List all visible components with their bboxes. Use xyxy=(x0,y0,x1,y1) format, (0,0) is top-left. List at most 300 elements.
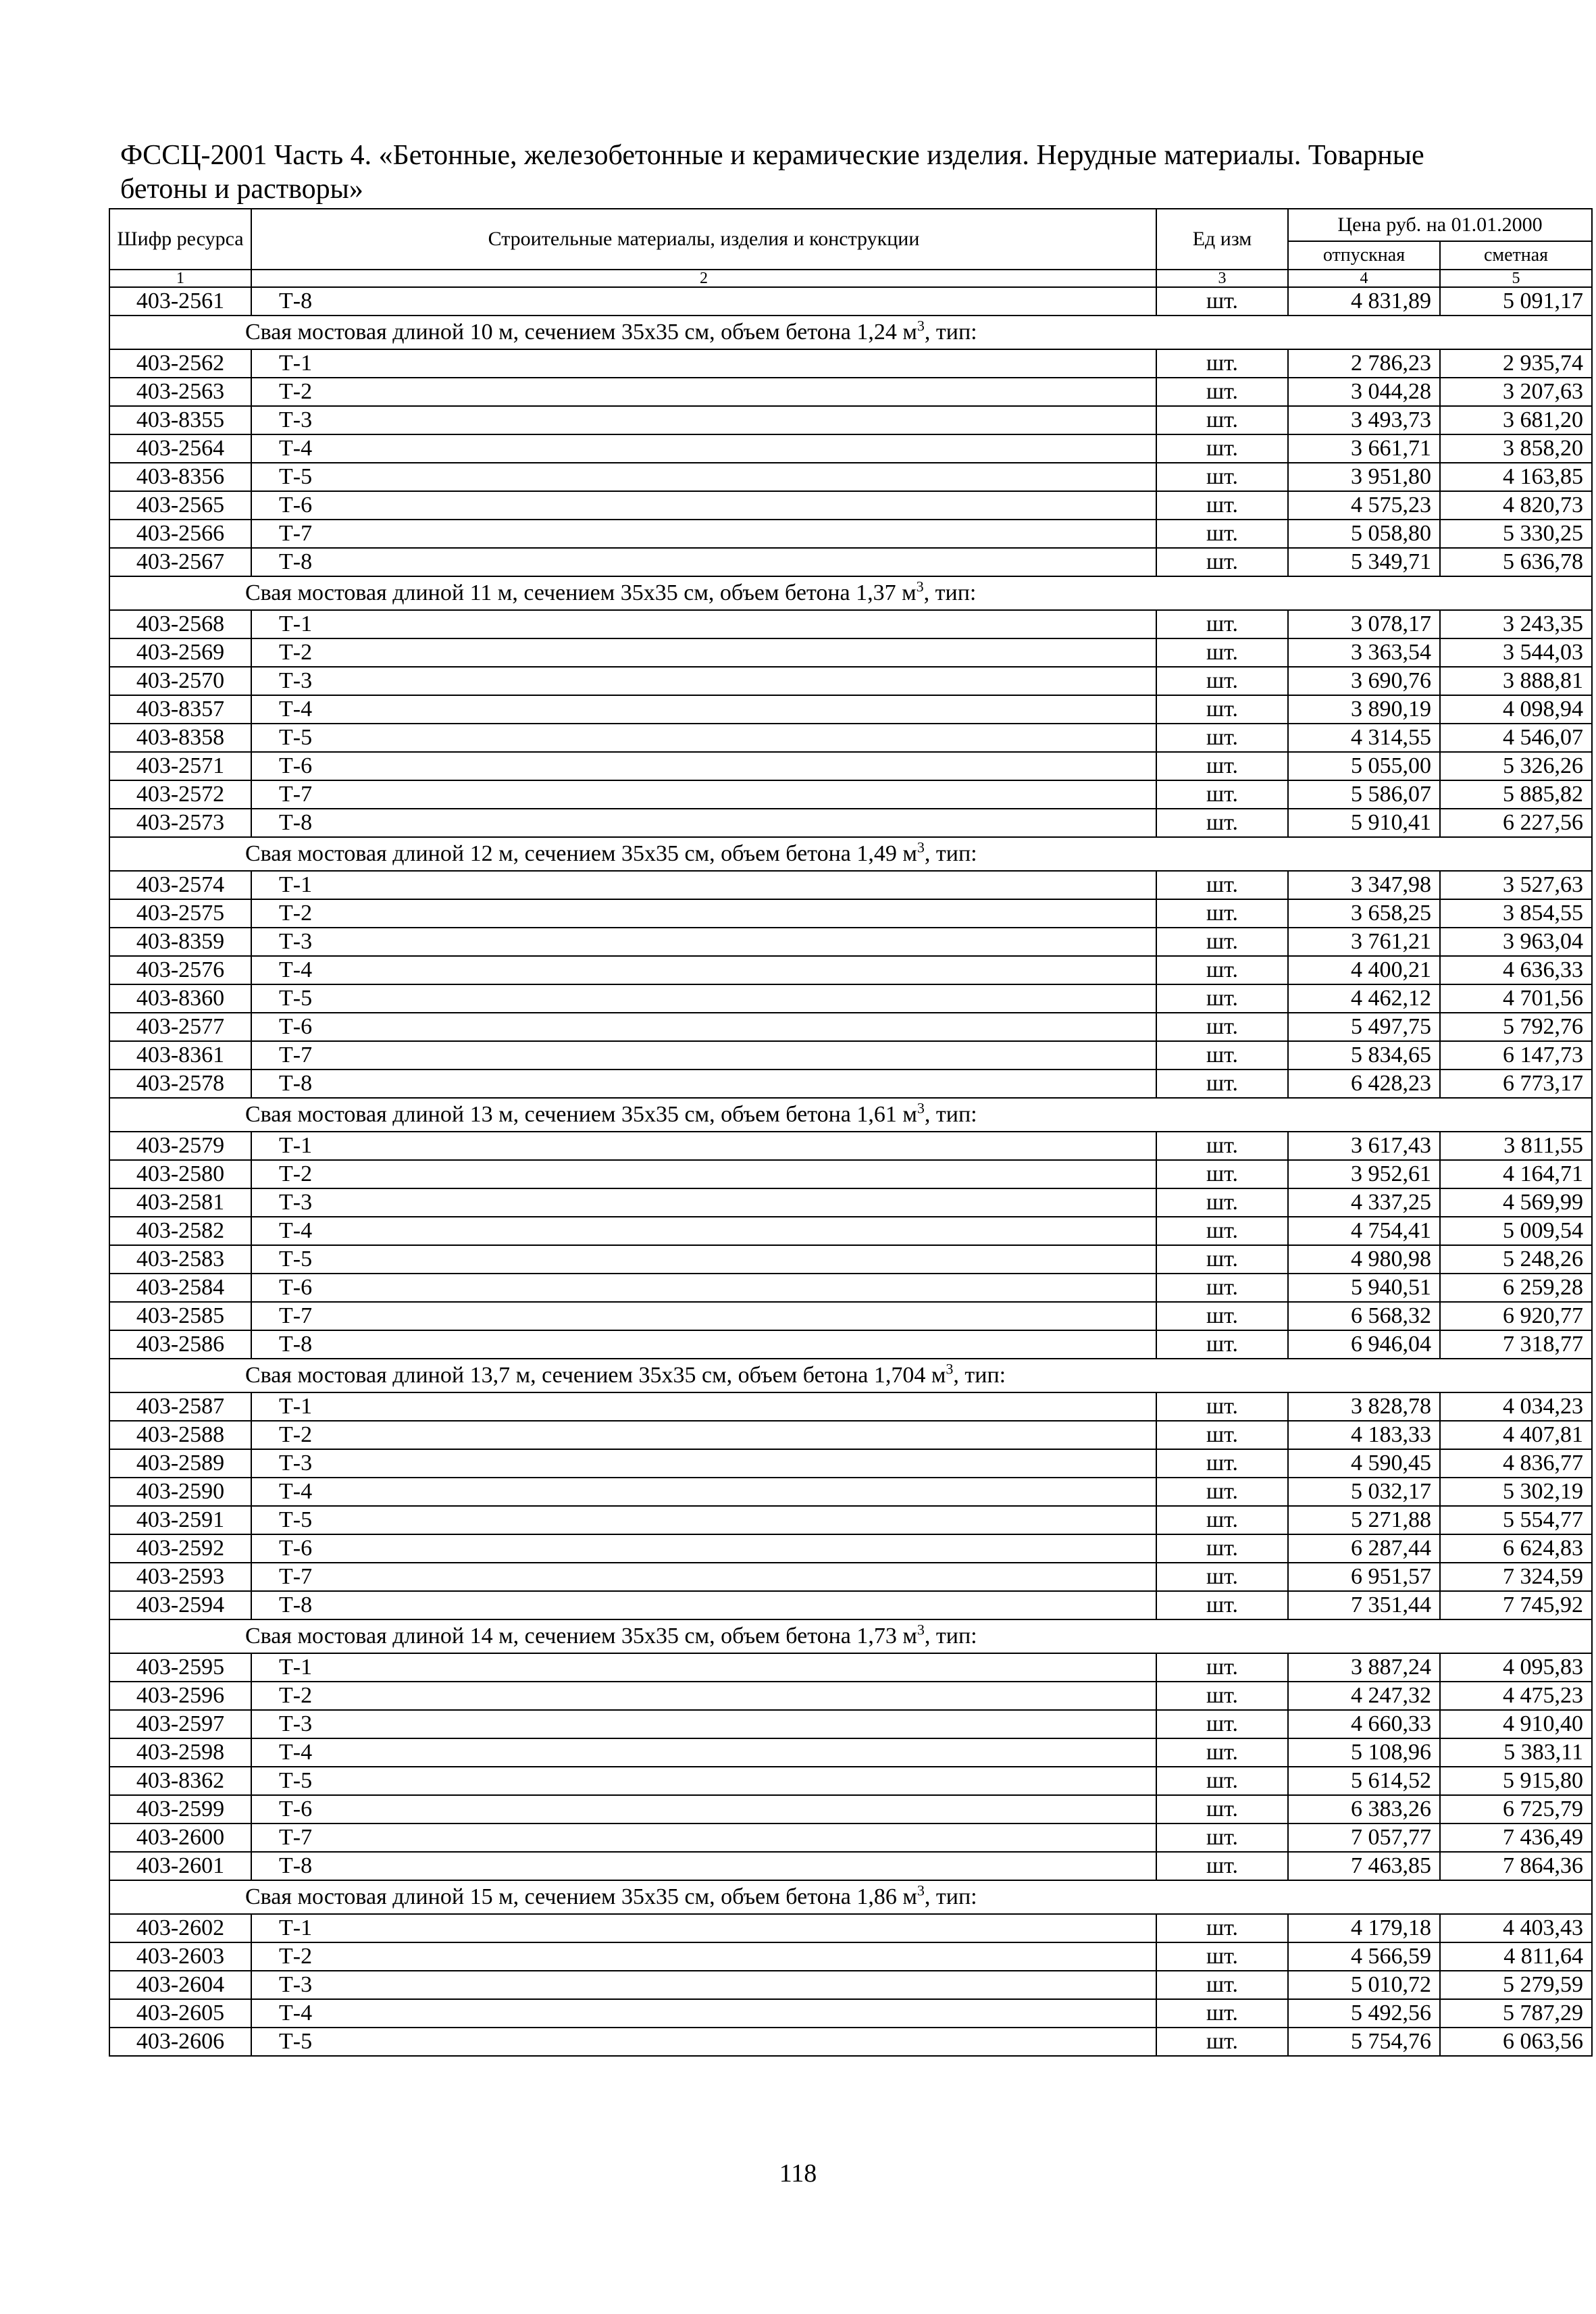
cell-code: 403-2576 xyxy=(109,956,251,984)
column-number: 3 xyxy=(1156,270,1288,287)
cell-code: 403-2604 xyxy=(109,1971,251,1999)
cell-name: Т-8 xyxy=(251,1070,1156,1098)
table-row xyxy=(109,1132,1592,1160)
cell-unit: шт. xyxy=(1156,1421,1288,1449)
cell-code: 403-2580 xyxy=(109,1160,251,1188)
cell-price-release: 6 287,44 xyxy=(1288,1534,1440,1563)
cell-price-release: 5 940,51 xyxy=(1288,1274,1440,1302)
cell-name: Т-1 xyxy=(251,1914,1156,1942)
group-tail: , тип: xyxy=(924,1884,977,1909)
cell-unit: шт. xyxy=(1156,899,1288,928)
cell-code: 403-2566 xyxy=(109,520,251,548)
cell-price-release: 4 179,18 xyxy=(1288,1914,1440,1942)
cell-price-estimate: 7 324,59 xyxy=(1440,1563,1592,1591)
table-row xyxy=(109,871,1592,899)
cell-price-estimate: 4 475,23 xyxy=(1440,1682,1592,1710)
cell-name: Т-1 xyxy=(251,610,1156,638)
cell-name: Т-5 xyxy=(251,1245,1156,1274)
cell-unit: шт. xyxy=(1156,1013,1288,1041)
cell-price-estimate: 3 854,55 xyxy=(1440,899,1592,928)
cell-price-release: 5 497,75 xyxy=(1288,1013,1440,1041)
cell-code: 403-2574 xyxy=(109,871,251,899)
cell-name: Т-4 xyxy=(251,695,1156,724)
table-row xyxy=(109,724,1592,752)
group-header-text xyxy=(109,1359,1592,1392)
table-row xyxy=(109,1591,1592,1619)
group-header-row xyxy=(109,1619,1592,1653)
price-table xyxy=(109,208,1593,2057)
cell-unit: шт. xyxy=(1156,1506,1288,1534)
cell-name: Т-7 xyxy=(251,1302,1156,1330)
cell-unit: шт. xyxy=(1156,1591,1288,1619)
cell-price-estimate: 6 259,28 xyxy=(1440,1274,1592,1302)
cell-name: Т-7 xyxy=(251,1563,1156,1591)
cell-code: 403-2599 xyxy=(109,1795,251,1823)
cell-unit: шт. xyxy=(1156,1999,1288,2028)
cell-price-release: 5 586,07 xyxy=(1288,780,1440,809)
cell-price-estimate: 5 554,77 xyxy=(1440,1506,1592,1534)
cell-price-release: 3 887,24 xyxy=(1288,1653,1440,1682)
cell-price-estimate: 4 701,56 xyxy=(1440,984,1592,1013)
group-superscript: 3 xyxy=(917,1099,925,1117)
cell-code: 403-2564 xyxy=(109,434,251,463)
table-row xyxy=(109,520,1592,548)
cell-code: 403-2591 xyxy=(109,1506,251,1534)
cell-price-estimate: 5 326,26 xyxy=(1440,752,1592,780)
cell-unit: шт. xyxy=(1156,638,1288,667)
cell-price-estimate: 3 243,35 xyxy=(1440,610,1592,638)
cell-price-estimate: 5 636,78 xyxy=(1440,548,1592,576)
cell-code: 403-2601 xyxy=(109,1852,251,1880)
cell-code: 403-2589 xyxy=(109,1449,251,1478)
cell-price-estimate: 4 095,83 xyxy=(1440,1653,1592,1682)
cell-price-release: 4 660,33 xyxy=(1288,1710,1440,1738)
table-row xyxy=(109,928,1592,956)
cell-code: 403-2585 xyxy=(109,1302,251,1330)
cell-price-release: 6 568,32 xyxy=(1288,1302,1440,1330)
group-text: Свая мостовая длиной 13,7 м, сечением 35х35 см, объем бетона 1,704 м xyxy=(245,1363,946,1388)
cell-price-estimate: 6 624,83 xyxy=(1440,1534,1592,1563)
cell-price-release: 5 271,88 xyxy=(1288,1506,1440,1534)
cell-price-release: 5 492,56 xyxy=(1288,1999,1440,2028)
group-text: Свая мостовая длиной 10 м, сечением 35х35 см, объем бетона 1,24 м xyxy=(245,320,917,345)
table-row xyxy=(109,752,1592,780)
table-row xyxy=(109,378,1592,406)
cell-name: Т-5 xyxy=(251,1506,1156,1534)
table-row xyxy=(109,1070,1592,1098)
cell-code: 403-2602 xyxy=(109,1914,251,1942)
cell-price-release: 5 055,00 xyxy=(1288,752,1440,780)
cell-name: Т-3 xyxy=(251,1188,1156,1217)
cell-name: Т-8 xyxy=(251,548,1156,576)
cell-name: Т-6 xyxy=(251,1795,1156,1823)
cell-name: Т-8 xyxy=(251,809,1156,837)
cell-unit: шт. xyxy=(1156,780,1288,809)
group-superscript: 3 xyxy=(917,838,925,856)
cell-price-estimate: 3 811,55 xyxy=(1440,1132,1592,1160)
cell-price-release: 3 363,54 xyxy=(1288,638,1440,667)
cell-unit: шт. xyxy=(1156,1160,1288,1188)
cell-price-estimate: 7 318,77 xyxy=(1440,1330,1592,1359)
cell-name: Т-4 xyxy=(251,1478,1156,1506)
cell-unit: шт. xyxy=(1156,752,1288,780)
table-row xyxy=(109,1188,1592,1217)
cell-unit: шт. xyxy=(1156,1070,1288,1098)
cell-code: 403-2588 xyxy=(109,1421,251,1449)
cell-price-estimate: 5 383,11 xyxy=(1440,1738,1592,1767)
cell-unit: шт. xyxy=(1156,1653,1288,1682)
cell-unit: шт. xyxy=(1156,667,1288,695)
cell-name: Т-5 xyxy=(251,2028,1156,2056)
cell-code: 403-2562 xyxy=(109,349,251,378)
cell-unit: шт. xyxy=(1156,610,1288,638)
cell-name: Т-4 xyxy=(251,1217,1156,1245)
table-row xyxy=(109,1449,1592,1478)
cell-unit: шт. xyxy=(1156,1188,1288,1217)
cell-unit: шт. xyxy=(1156,1795,1288,1823)
cell-price-release: 3 661,71 xyxy=(1288,434,1440,463)
cell-unit: шт. xyxy=(1156,1132,1288,1160)
table-row xyxy=(109,956,1592,984)
cell-unit: шт. xyxy=(1156,1217,1288,1245)
cell-price-estimate: 4 407,81 xyxy=(1440,1421,1592,1449)
table-row xyxy=(109,1013,1592,1041)
cell-code: 403-2578 xyxy=(109,1070,251,1098)
header-code: Шифр ресурса xyxy=(109,209,251,270)
group-superscript: 3 xyxy=(917,317,925,334)
cell-code: 403-2579 xyxy=(109,1132,251,1160)
cell-name: Т-8 xyxy=(251,1852,1156,1880)
cell-name: Т-7 xyxy=(251,1041,1156,1070)
table-row xyxy=(109,1823,1592,1852)
cell-code: 403-2592 xyxy=(109,1534,251,1563)
cell-name: Т-1 xyxy=(251,349,1156,378)
cell-name: Т-1 xyxy=(251,1392,1156,1421)
cell-name: Т-4 xyxy=(251,1999,1156,2028)
table-row xyxy=(109,548,1592,576)
cell-name: Т-6 xyxy=(251,1013,1156,1041)
cell-price-estimate: 6 063,56 xyxy=(1440,2028,1592,2056)
cell-name: Т-5 xyxy=(251,724,1156,752)
table-row xyxy=(109,1217,1592,1245)
cell-unit: шт. xyxy=(1156,1534,1288,1563)
cell-unit: шт. xyxy=(1156,724,1288,752)
cell-price-estimate: 6 920,77 xyxy=(1440,1302,1592,1330)
table-row xyxy=(109,1274,1592,1302)
cell-code: 403-2568 xyxy=(109,610,251,638)
group-header-row xyxy=(109,576,1592,610)
table-row xyxy=(109,1421,1592,1449)
group-text: Свая мостовая длиной 14 м, сечением 35х35 см, объем бетона 1,73 м xyxy=(245,1624,917,1649)
cell-unit: шт. xyxy=(1156,1330,1288,1359)
cell-code: 403-2596 xyxy=(109,1682,251,1710)
cell-price-release: 3 828,78 xyxy=(1288,1392,1440,1421)
cell-unit: шт. xyxy=(1156,1852,1288,1880)
cell-unit: шт. xyxy=(1156,1302,1288,1330)
table-row xyxy=(109,349,1592,378)
table-row xyxy=(109,1330,1592,1359)
group-tail: , тип: xyxy=(923,580,977,605)
cell-price-estimate: 3 888,81 xyxy=(1440,667,1592,695)
header-price-group: Цена руб. на 01.01.2000 xyxy=(1288,209,1592,241)
cell-price-estimate: 4 811,64 xyxy=(1440,1942,1592,1971)
cell-unit: шт. xyxy=(1156,956,1288,984)
cell-price-estimate: 5 279,59 xyxy=(1440,1971,1592,1999)
cell-price-estimate: 4 098,94 xyxy=(1440,695,1592,724)
cell-price-estimate: 5 792,76 xyxy=(1440,1013,1592,1041)
group-text: Свая мостовая длиной 12 м, сечением 35х35 см, объем бетона 1,49 м xyxy=(245,841,917,866)
cell-price-release: 4 980,98 xyxy=(1288,1245,1440,1274)
cell-unit: шт. xyxy=(1156,520,1288,548)
cell-name: Т-3 xyxy=(251,928,1156,956)
cell-name: Т-4 xyxy=(251,434,1156,463)
cell-unit: шт. xyxy=(1156,1914,1288,1942)
cell-name: Т-2 xyxy=(251,1421,1156,1449)
cell-price-release: 6 383,26 xyxy=(1288,1795,1440,1823)
cell-code: 403-2598 xyxy=(109,1738,251,1767)
table-row xyxy=(109,809,1592,837)
cell-name: Т-3 xyxy=(251,1710,1156,1738)
cell-name: Т-3 xyxy=(251,667,1156,695)
cell-price-estimate: 6 725,79 xyxy=(1440,1795,1592,1823)
table-row xyxy=(109,463,1592,491)
cell-price-estimate: 5 787,29 xyxy=(1440,1999,1592,2028)
cell-price-estimate: 4 910,40 xyxy=(1440,1710,1592,1738)
cell-name: Т-6 xyxy=(251,1274,1156,1302)
cell-code: 403-2587 xyxy=(109,1392,251,1421)
cell-unit: шт. xyxy=(1156,1823,1288,1852)
cell-unit: шт. xyxy=(1156,1738,1288,1767)
cell-price-release: 4 566,59 xyxy=(1288,1942,1440,1971)
cell-code: 403-2593 xyxy=(109,1563,251,1591)
cell-code: 403-2595 xyxy=(109,1653,251,1682)
cell-name: Т-2 xyxy=(251,1160,1156,1188)
group-text: Свая мостовая длиной 11 м, сечением 35х35 см, объем бетона 1,37 м xyxy=(245,580,917,605)
table-row xyxy=(109,1653,1592,1682)
cell-price-release: 3 890,19 xyxy=(1288,695,1440,724)
cell-unit: шт. xyxy=(1156,406,1288,434)
column-number: 5 xyxy=(1440,270,1592,287)
cell-unit: шт. xyxy=(1156,463,1288,491)
cell-price-release: 5 108,96 xyxy=(1288,1738,1440,1767)
cell-price-release: 3 952,61 xyxy=(1288,1160,1440,1188)
table-row xyxy=(109,1682,1592,1710)
table-row xyxy=(109,984,1592,1013)
cell-price-release: 7 057,77 xyxy=(1288,1823,1440,1852)
cell-code: 403-2594 xyxy=(109,1591,251,1619)
cell-name: Т-8 xyxy=(251,287,1156,316)
group-header-row xyxy=(109,1880,1592,1914)
cell-code: 403-2577 xyxy=(109,1013,251,1041)
cell-price-release: 5 614,52 xyxy=(1288,1767,1440,1795)
table-row xyxy=(109,610,1592,638)
cell-unit: шт. xyxy=(1156,378,1288,406)
cell-price-estimate: 3 207,63 xyxy=(1440,378,1592,406)
cell-unit: шт. xyxy=(1156,548,1288,576)
table-row xyxy=(109,1160,1592,1188)
cell-price-estimate: 7 745,92 xyxy=(1440,1591,1592,1619)
cell-price-release: 5 349,71 xyxy=(1288,548,1440,576)
cell-unit: шт. xyxy=(1156,349,1288,378)
cell-price-estimate: 3 858,20 xyxy=(1440,434,1592,463)
group-superscript: 3 xyxy=(917,1882,925,1899)
cell-code: 403-2561 xyxy=(109,287,251,316)
column-number: 4 xyxy=(1288,270,1440,287)
cell-code: 403-8361 xyxy=(109,1041,251,1070)
cell-name: Т-1 xyxy=(251,1132,1156,1160)
cell-code: 403-2606 xyxy=(109,2028,251,2056)
cell-name: Т-6 xyxy=(251,752,1156,780)
cell-name: Т-2 xyxy=(251,378,1156,406)
group-tail: , тип: xyxy=(924,1102,977,1127)
cell-name: Т-7 xyxy=(251,780,1156,809)
table-row xyxy=(109,899,1592,928)
cell-code: 403-2572 xyxy=(109,780,251,809)
cell-code: 403-2600 xyxy=(109,1823,251,1852)
table-row xyxy=(109,406,1592,434)
cell-code: 403-8362 xyxy=(109,1767,251,1795)
cell-price-release: 4 314,55 xyxy=(1288,724,1440,752)
cell-unit: шт. xyxy=(1156,1682,1288,1710)
cell-name: Т-4 xyxy=(251,956,1156,984)
group-header-text xyxy=(109,316,1592,349)
cell-price-release: 7 351,44 xyxy=(1288,1591,1440,1619)
cell-unit: шт. xyxy=(1156,1041,1288,1070)
header-price-estimate: сметная xyxy=(1440,241,1592,270)
cell-price-release: 7 463,85 xyxy=(1288,1852,1440,1880)
table-row xyxy=(109,1563,1592,1591)
group-tail: , тип: xyxy=(924,320,977,345)
cell-unit: шт. xyxy=(1156,1942,1288,1971)
cell-unit: шт. xyxy=(1156,984,1288,1013)
cell-price-estimate: 5 009,54 xyxy=(1440,1217,1592,1245)
cell-code: 403-2605 xyxy=(109,1999,251,2028)
cell-name: Т-5 xyxy=(251,1767,1156,1795)
group-header-text xyxy=(109,837,1592,871)
table-row xyxy=(109,1710,1592,1738)
table-row xyxy=(109,695,1592,724)
cell-price-release: 3 658,25 xyxy=(1288,899,1440,928)
cell-unit: шт. xyxy=(1156,1449,1288,1478)
cell-code: 403-2590 xyxy=(109,1478,251,1506)
cell-name: Т-5 xyxy=(251,463,1156,491)
cell-price-estimate: 4 164,71 xyxy=(1440,1160,1592,1188)
cell-name: Т-6 xyxy=(251,1534,1156,1563)
cell-unit: шт. xyxy=(1156,1274,1288,1302)
cell-unit: шт. xyxy=(1156,491,1288,520)
table-row xyxy=(109,434,1592,463)
cell-unit: шт. xyxy=(1156,809,1288,837)
cell-price-estimate: 3 681,20 xyxy=(1440,406,1592,434)
cell-price-estimate: 4 569,99 xyxy=(1440,1188,1592,1217)
cell-code: 403-2569 xyxy=(109,638,251,667)
cell-price-release: 6 946,04 xyxy=(1288,1330,1440,1359)
cell-unit: шт. xyxy=(1156,2028,1288,2056)
group-header-row xyxy=(109,1359,1592,1392)
group-header-text xyxy=(109,576,1592,610)
header-name: Строительные материалы, изделия и конструкции xyxy=(251,209,1156,270)
column-number: 2 xyxy=(251,270,1156,287)
group-text: Свая мостовая длиной 13 м, сечением 35х35 см, объем бетона 1,61 м xyxy=(245,1102,917,1127)
cell-price-release: 4 400,21 xyxy=(1288,956,1440,984)
cell-unit: шт. xyxy=(1156,1478,1288,1506)
table-row xyxy=(109,1795,1592,1823)
cell-code: 403-2583 xyxy=(109,1245,251,1274)
header-price-release: отпускная xyxy=(1288,241,1440,270)
cell-price-estimate: 4 636,33 xyxy=(1440,956,1592,984)
cell-code: 403-8359 xyxy=(109,928,251,956)
table-row xyxy=(109,1852,1592,1880)
cell-code: 403-8358 xyxy=(109,724,251,752)
table-row xyxy=(109,1478,1592,1506)
cell-unit: шт. xyxy=(1156,1245,1288,1274)
group-header-text xyxy=(109,1880,1592,1914)
table-row xyxy=(109,1971,1592,1999)
cell-price-estimate: 5 302,19 xyxy=(1440,1478,1592,1506)
cell-unit: шт. xyxy=(1156,1767,1288,1795)
cell-code: 403-2582 xyxy=(109,1217,251,1245)
cell-name: Т-2 xyxy=(251,899,1156,928)
cell-price-release: 5 834,65 xyxy=(1288,1041,1440,1070)
group-superscript: 3 xyxy=(917,1621,925,1638)
group-superscript: 3 xyxy=(946,1360,954,1378)
cell-price-release: 3 690,76 xyxy=(1288,667,1440,695)
cell-price-release: 6 951,57 xyxy=(1288,1563,1440,1591)
cell-price-estimate: 4 403,43 xyxy=(1440,1914,1592,1942)
cell-price-release: 3 044,28 xyxy=(1288,378,1440,406)
cell-price-release: 3 761,21 xyxy=(1288,928,1440,956)
cell-name: Т-3 xyxy=(251,1971,1156,1999)
cell-price-release: 4 462,12 xyxy=(1288,984,1440,1013)
cell-price-estimate: 4 163,85 xyxy=(1440,463,1592,491)
table-row xyxy=(109,1914,1592,1942)
table-row xyxy=(109,1999,1592,2028)
cell-name: Т-5 xyxy=(251,984,1156,1013)
cell-price-estimate: 6 147,73 xyxy=(1440,1041,1592,1070)
cell-price-release: 3 951,80 xyxy=(1288,463,1440,491)
group-header-row xyxy=(109,316,1592,349)
cell-code: 403-8355 xyxy=(109,406,251,434)
cell-name: Т-3 xyxy=(251,406,1156,434)
cell-price-release: 5 910,41 xyxy=(1288,809,1440,837)
group-header-row xyxy=(109,1098,1592,1132)
table-row xyxy=(109,780,1592,809)
cell-code: 403-2597 xyxy=(109,1710,251,1738)
cell-name: Т-1 xyxy=(251,871,1156,899)
cell-unit: шт. xyxy=(1156,928,1288,956)
cell-price-release: 3 078,17 xyxy=(1288,610,1440,638)
cell-price-estimate: 5 915,80 xyxy=(1440,1767,1592,1795)
cell-name: Т-1 xyxy=(251,1653,1156,1682)
cell-name: Т-2 xyxy=(251,1682,1156,1710)
cell-price-release: 3 617,43 xyxy=(1288,1132,1440,1160)
cell-price-release: 4 337,25 xyxy=(1288,1188,1440,1217)
header-unit: Ед изм xyxy=(1156,209,1288,270)
table-row xyxy=(109,1392,1592,1421)
cell-name: Т-7 xyxy=(251,1823,1156,1852)
cell-price-release: 3 493,73 xyxy=(1288,406,1440,434)
cell-unit: шт. xyxy=(1156,1563,1288,1591)
cell-price-estimate: 5 330,25 xyxy=(1440,520,1592,548)
table-row xyxy=(109,1302,1592,1330)
cell-unit: шт. xyxy=(1156,434,1288,463)
table-row xyxy=(109,638,1592,667)
table-row xyxy=(109,287,1592,316)
cell-price-estimate: 3 963,04 xyxy=(1440,928,1592,956)
table-row xyxy=(109,1245,1592,1274)
cell-unit: шт. xyxy=(1156,1392,1288,1421)
cell-code: 403-2563 xyxy=(109,378,251,406)
